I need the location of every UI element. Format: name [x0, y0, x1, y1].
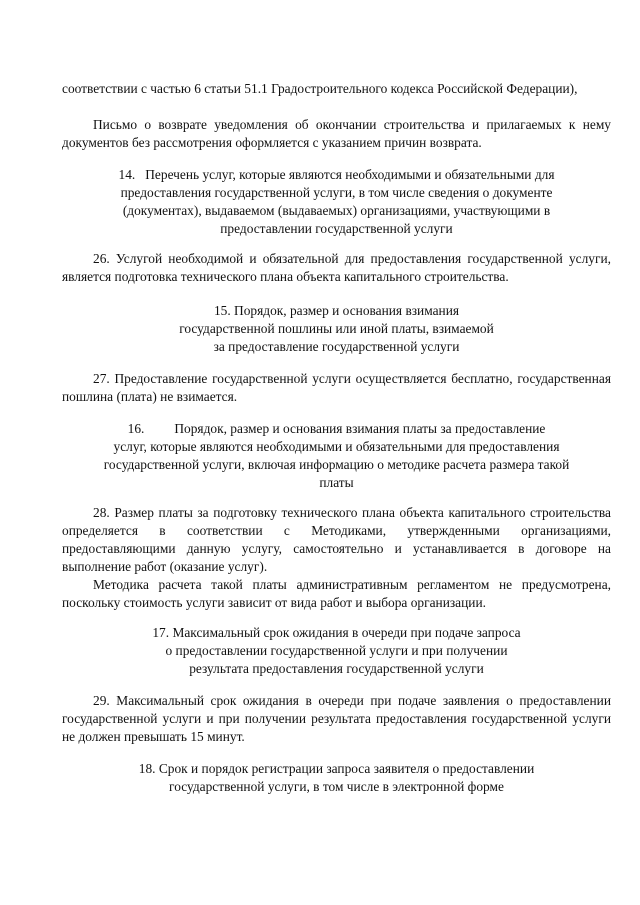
paragraph-26: 26. Услугой необходимой и обязательной для предоставления государственной услуги, является подготовка технического плана объекта капитального строительства.	[62, 251, 611, 284]
heading-number: 14.	[118, 167, 136, 182]
heading-line: Перечень услуг, которые являются необходимыми и обязательными для	[145, 167, 555, 182]
paragraph-29: 29. Максимальный срок ожидания в очереди при подаче заявления о предоставлении государственной услуги и при получении результата предоставления государственной услуги не должен превышать 15 минут.	[62, 693, 611, 744]
heading-line: 15. Порядок, размер и основания взимания	[213, 303, 460, 318]
heading-line: услуг, которые являются необходимыми и обязательными для предоставления	[113, 439, 560, 454]
heading-line: результата предоставления государственной услуги	[189, 661, 484, 676]
heading-section-14	[62, 166, 611, 238]
heading-line: государственной услуги, включая информацию о методике расчета размера такой	[103, 457, 570, 472]
heading-line: предоставлении государственной услуги	[220, 221, 453, 236]
heading-line: предоставления государственной услуги, в том числе сведения о документе	[120, 185, 553, 200]
paragraph-27: 27. Предоставление государственной услуги осуществляется бесплатно, государственная пошлина (плата) не взимается.	[62, 371, 611, 404]
heading-line: платы	[319, 475, 354, 490]
heading-line: 18. Срок и порядок регистрации запроса заявителя о предоставлении	[138, 761, 535, 776]
heading-line: Порядок, размер и основания взимания платы за предоставление	[174, 421, 546, 436]
heading-number: 16.	[127, 421, 145, 436]
paragraph-continuation: соответствии с частью 6 статьи 51.1 Градостроительного кодекса Российской Федерации),	[62, 81, 578, 96]
heading-line: государственной пошлины или иной платы, взимаемой	[179, 321, 494, 336]
heading-line: государственной услуги, в том числе в электронной форме	[169, 779, 504, 794]
heading-line: 17. Максимальный срок ожидания в очереди при подаче запроса	[152, 625, 521, 640]
heading-line: (документах), выдаваемом (выдаваемых) организациями, участвующими в	[122, 203, 551, 218]
paragraph-28: 28. Размер платы за подготовку технического плана объекта капитального строительства определяется в соответствии с Методиками, утвержденными организациями, предоставляющими данную услугу, самостоятельно и устанавливается в договоре на выполнение работ (оказание услуг).	[62, 505, 611, 574]
paragraph-28-methodology: Методика расчета такой платы административным регламентом не предусмотрена, поскольку стоимость услуги зависит от вида работ и выбора организации.	[62, 577, 611, 610]
heading-line: за предоставление государственной услуги	[213, 339, 460, 354]
paragraph-return-letter: Письмо о возврате уведомления об окончании строительства и прилагаемых к нему документов без рассмотрения оформляется с указанием причин возврата.	[62, 117, 611, 150]
heading-section-18	[62, 760, 611, 796]
heading-section-15	[62, 302, 611, 356]
heading-line: о предоставлении государственной услуги и при получении	[165, 643, 508, 658]
heading-section-17	[62, 624, 611, 678]
heading-section-16	[62, 420, 611, 492]
